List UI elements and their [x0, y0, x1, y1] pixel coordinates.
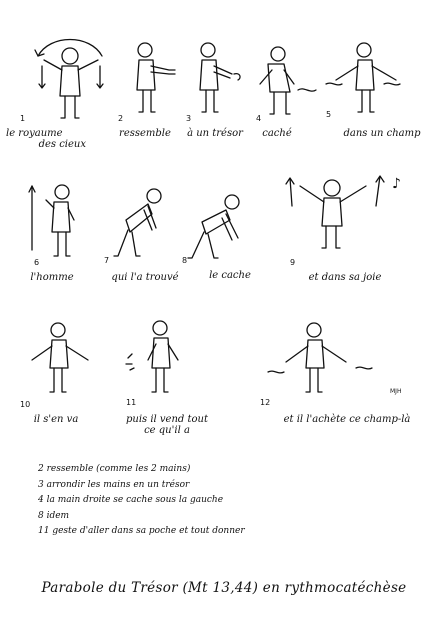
gesture-caption-7: [100, 272, 190, 283]
svg-text:♪: ♪: [392, 176, 401, 192]
caption-line: qui l'a trouvé: [111, 272, 179, 283]
gesture-number-5: 5: [326, 110, 332, 119]
gesture-caption-8: [200, 270, 260, 281]
gesture-figure-10: [20, 318, 100, 398]
gesture-caption-3: [180, 128, 250, 139]
gesture-figure-1: [20, 26, 120, 126]
gesture-number-7: 7: [104, 256, 110, 265]
gesture-caption-12: [262, 414, 432, 425]
caption-line: dans un champ: [343, 128, 421, 139]
gesture-caption-4: [252, 128, 302, 139]
gesture-caption-9: [290, 272, 400, 283]
gesture-figure-12: [262, 318, 392, 398]
artist-signature: MJH: [390, 388, 402, 395]
gesture-number-3: 3: [186, 114, 192, 123]
page-title: Parabole du Trésor (Mt 13,44) en rythmocatéchèse: [41, 580, 407, 596]
gesture-figure-6: [22, 178, 92, 268]
gesture-notes: [38, 462, 245, 540]
gesture-figure-5: [322, 36, 412, 126]
gesture-number-8: 8: [182, 256, 188, 265]
gesture-number-6: 6: [34, 258, 40, 267]
gesture-number-10: 10: [20, 400, 31, 409]
gesture-figure-4: [250, 40, 325, 125]
gesture-number-12: 12: [260, 398, 271, 407]
gesture-caption-10: [16, 414, 96, 425]
gesture-figure-8: [180, 188, 260, 268]
note-line: 2 ressemble (comme les 2 mains): [38, 464, 191, 474]
gesture-caption-6: [22, 272, 82, 283]
caption-line: puis il vend tout: [125, 414, 208, 425]
caption-line: caché: [262, 128, 292, 139]
caption-line: le cache: [209, 270, 251, 281]
gesture-figure-3: [182, 38, 257, 123]
caption-line: des cieux: [38, 139, 86, 150]
caption-line: ressemble: [119, 128, 171, 139]
gesture-figure-11: [118, 316, 198, 401]
gesture-caption-5: [322, 128, 442, 139]
caption-line: il s'en va: [33, 414, 79, 425]
caption-line: le royaume: [6, 128, 63, 139]
gesture-number-9: 9: [290, 258, 296, 267]
gesture-number-1: 1: [20, 114, 26, 123]
caption-line: ce qu'il a: [144, 425, 190, 436]
gesture-number-4: 4: [256, 114, 262, 123]
gesture-figure-7: [108, 180, 188, 270]
note-line: 8 idem: [38, 510, 70, 521]
caption-line: à un trésor: [187, 128, 243, 139]
gesture-caption-1: [6, 128, 86, 150]
note-line: 11 geste d'aller dans sa poche et tout donner: [38, 526, 245, 536]
gesture-caption-11: [112, 414, 222, 436]
caption-line: et dans sa joie: [308, 272, 382, 283]
gesture-figure-9: [280, 166, 410, 266]
caption-line: et il l'achète ce champ-là: [283, 414, 411, 425]
gesture-number-11: 11: [126, 398, 137, 407]
caption-line: l'homme: [30, 272, 74, 283]
note-line: 3 arrondir les mains en un trésor: [38, 479, 190, 490]
note-line: 4 la main droite se cache sous la gauche: [38, 495, 224, 505]
gesture-number-2: 2: [118, 114, 124, 123]
gesture-caption-2: [110, 128, 180, 139]
gesture-figure-2: [115, 38, 185, 123]
